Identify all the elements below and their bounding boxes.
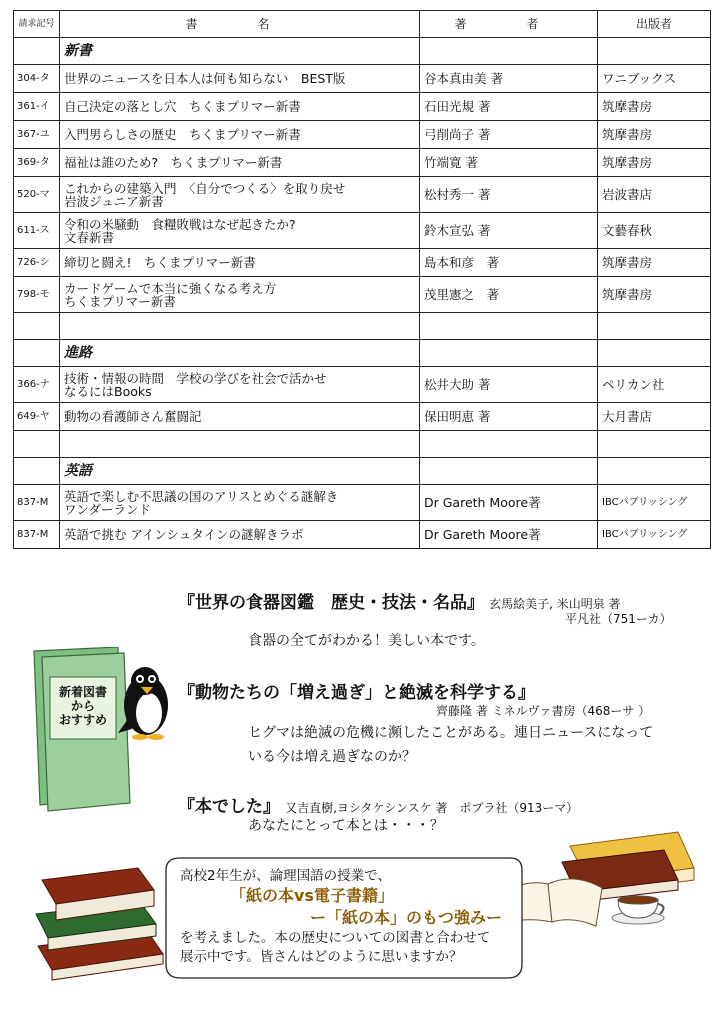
empty-cell bbox=[420, 458, 598, 485]
bubble-text: 高校2年生が、論理国語の授業で、 bbox=[180, 868, 391, 884]
table-row bbox=[14, 177, 711, 213]
book-title: 令和の米騒動 食糧敗戦はなぜ起きたか? bbox=[64, 216, 296, 232]
publisher: 大月書店 bbox=[598, 403, 711, 431]
book-series: なるにはBooks bbox=[64, 383, 152, 399]
empty-cell bbox=[598, 458, 711, 485]
publisher: ワニブックス bbox=[598, 65, 711, 93]
feature-title: 『世界の食器図鑑 歴史・技法・名品』 bbox=[178, 593, 484, 613]
call-number: 366-ナ bbox=[14, 367, 60, 403]
call-number: 726-シ bbox=[14, 249, 60, 277]
publisher: ペリカン社 bbox=[598, 367, 711, 403]
bubble-highlight: ー「紙の本」のもつ強みー bbox=[310, 908, 503, 927]
book-title: 世界のニュースを日本人は何も知らない BEST版 bbox=[64, 71, 346, 86]
publisher: 筑摩書房 bbox=[598, 149, 711, 177]
empty-cell bbox=[14, 38, 60, 65]
feature-meta: 又吉直樹,ヨシタケシンスケ 著 ポプラ社（913ーマ） bbox=[285, 801, 579, 815]
table-row bbox=[14, 403, 711, 431]
book-title-cell bbox=[60, 485, 420, 521]
empty-cell bbox=[14, 313, 60, 340]
book-title-cell bbox=[60, 177, 420, 213]
book-title-cell bbox=[60, 213, 420, 249]
table-header-row bbox=[14, 11, 711, 38]
author: 保田明恵 著 bbox=[420, 403, 598, 431]
feature-meta: 齊藤隆 著 ミネルヴァ書房（468ーサ ） bbox=[436, 704, 651, 718]
table-row bbox=[14, 93, 711, 121]
call-number: 369-タ bbox=[14, 149, 60, 177]
book-title: 動物の看護師さん奮闘記 bbox=[64, 409, 202, 424]
publisher: 文藝春秋 bbox=[598, 213, 711, 249]
author: 松井大助 著 bbox=[420, 367, 598, 403]
table-row bbox=[14, 149, 711, 177]
green-book-illustration bbox=[28, 647, 178, 817]
header-code: 請求記号 bbox=[14, 11, 60, 38]
book-title: 入門男らしさの歴史 ちくまプリマー新書 bbox=[64, 127, 301, 142]
empty-cell bbox=[598, 313, 711, 340]
book-title-cell bbox=[60, 277, 420, 313]
publisher: 筑摩書房 bbox=[598, 93, 711, 121]
section-row bbox=[14, 340, 711, 367]
sign-line: 新着図書 bbox=[58, 685, 107, 699]
author: 茂里憲之 著 bbox=[420, 277, 598, 313]
empty-cell bbox=[420, 38, 598, 65]
table-row bbox=[14, 277, 711, 313]
empty-cell bbox=[14, 340, 60, 367]
empty-cell bbox=[420, 313, 598, 340]
book-title-cell bbox=[60, 149, 420, 177]
feature-desc: ヒグマは絶滅の危機に瀕したことがある。連日ニュースになって bbox=[248, 725, 654, 741]
call-number: 837-M bbox=[14, 521, 60, 549]
call-number: 649-ヤ bbox=[14, 403, 60, 431]
book-title: 締切と闘え! ちくまプリマー新書 bbox=[64, 255, 256, 270]
book-title: 英語で挑む アインシュタインの謎解きラボ bbox=[64, 527, 304, 542]
empty-cell bbox=[420, 340, 598, 367]
empty-cell bbox=[598, 340, 711, 367]
publisher: 筑摩書房 bbox=[598, 249, 711, 277]
call-number: 520-マ bbox=[14, 177, 60, 213]
book-title: カードゲームで本当に強くなる考え方 bbox=[64, 280, 277, 296]
author: 谷本真由美 著 bbox=[420, 65, 598, 93]
empty-cell bbox=[14, 431, 60, 458]
book-title-cell bbox=[60, 121, 420, 149]
empty-cell bbox=[598, 38, 711, 65]
call-number: 798-モ bbox=[14, 277, 60, 313]
book-series: 岩波ジュニア新書 bbox=[64, 193, 164, 209]
book-series: ちくまプリマー新書 bbox=[64, 293, 176, 309]
empty-cell bbox=[598, 431, 711, 458]
author: 竹端寛 著 bbox=[420, 149, 598, 177]
table-row bbox=[14, 367, 711, 403]
header-author: 著 者 bbox=[420, 11, 598, 38]
sign-line: おすすめ bbox=[58, 713, 108, 727]
table-row bbox=[14, 521, 711, 549]
book-title: 自己決定の落とし穴 ちくまプリマー新書 bbox=[64, 99, 301, 114]
feature-desc: あなたにとって本とは・・・？ bbox=[248, 818, 444, 834]
book-series: ワンダーランド bbox=[64, 501, 152, 517]
feature-title: 『動物たちの「増え過ぎ」と絶滅を科学する』 bbox=[178, 683, 535, 703]
publisher: 筑摩書房 bbox=[598, 277, 711, 313]
author: 弓削尚子 著 bbox=[420, 121, 598, 149]
call-number: 367-ユ bbox=[14, 121, 60, 149]
speech-bubble bbox=[160, 852, 526, 984]
book-title: 英語で楽しむ不思議の国のアリスとめぐる謎解き bbox=[64, 488, 339, 504]
blank-row bbox=[14, 313, 711, 340]
section-row bbox=[14, 458, 711, 485]
bubble-highlight: 「紙の本vs電子書籍」 bbox=[230, 886, 394, 905]
table-row bbox=[14, 249, 711, 277]
feature-desc: いる今は増え過ぎなのか？ bbox=[248, 749, 416, 765]
bubble-text: を考えました。本の歴史についての図書と合わせて bbox=[180, 930, 491, 946]
author: 島本和彦 著 bbox=[420, 249, 598, 277]
bubble-text: 展示中です。皆さんはどのように思いますか？ bbox=[180, 949, 463, 965]
publisher: IBCパブリッシング bbox=[598, 485, 711, 521]
book-series: 文春新書 bbox=[64, 229, 115, 245]
feature-publisher: 平凡社（751ーカ） bbox=[565, 612, 672, 626]
publisher: 岩波書店 bbox=[598, 177, 711, 213]
empty-cell bbox=[60, 313, 420, 340]
feature-book-3 bbox=[178, 792, 578, 817]
book-title: 福祉は誰のため? ちくまプリマー新書 bbox=[64, 155, 283, 170]
section-heading: 新書 bbox=[60, 38, 420, 65]
book-title: 技術・情報の時間 学校の学びを社会で活かせ bbox=[64, 370, 327, 386]
book-list-table bbox=[13, 10, 711, 549]
book-title-cell bbox=[60, 93, 420, 121]
author: 鈴木宣弘 著 bbox=[420, 213, 598, 249]
empty-cell bbox=[14, 458, 60, 485]
table-row bbox=[14, 213, 711, 249]
feature-authors: 玄馬絵美子, 米山明泉 著 bbox=[489, 597, 621, 611]
header-title: 書 名 bbox=[60, 11, 420, 38]
author: Dr Gareth Moore著 bbox=[420, 521, 598, 549]
book-title-cell bbox=[60, 403, 420, 431]
author: 松村秀一 著 bbox=[420, 177, 598, 213]
book-title: これからの建築入門 〈自分でつくる〉を取り戻せ bbox=[64, 180, 346, 196]
author: Dr Gareth Moore著 bbox=[420, 485, 598, 521]
header-publisher: 出版者 bbox=[598, 11, 711, 38]
call-number: 304-タ bbox=[14, 65, 60, 93]
call-number: 611-ス bbox=[14, 213, 60, 249]
book-title-cell bbox=[60, 65, 420, 93]
table-row bbox=[14, 121, 711, 149]
section-row bbox=[14, 38, 711, 65]
book-title-cell bbox=[60, 367, 420, 403]
publisher: 筑摩書房 bbox=[598, 121, 711, 149]
sign-line: から bbox=[70, 699, 95, 713]
table-row bbox=[14, 485, 711, 521]
author: 石田光規 著 bbox=[420, 93, 598, 121]
section-heading: 英語 bbox=[60, 458, 420, 485]
table-row bbox=[14, 65, 711, 93]
call-number: 837-M bbox=[14, 485, 60, 521]
section-heading: 進路 bbox=[60, 340, 420, 367]
new-books-sign bbox=[28, 647, 178, 817]
empty-cell bbox=[420, 431, 598, 458]
blank-row bbox=[14, 431, 711, 458]
book-stack-illustration bbox=[28, 862, 173, 982]
book-title-cell bbox=[60, 249, 420, 277]
feature-desc: 食器の全てがわかる！美しい本です。 bbox=[248, 633, 485, 649]
publisher: IBCパブリッシング bbox=[598, 521, 711, 549]
call-number: 361-イ bbox=[14, 93, 60, 121]
book-title-cell bbox=[60, 521, 420, 549]
feature-title: 『本でした』 bbox=[178, 797, 280, 817]
empty-cell bbox=[60, 431, 420, 458]
